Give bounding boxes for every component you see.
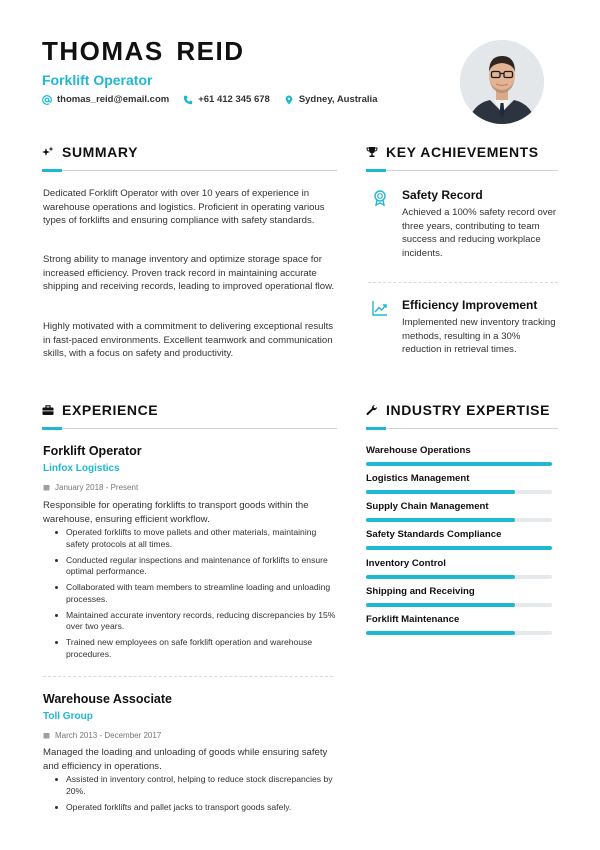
achievement-description: Achieved a 100% safety record over three years, contributing to team success and reducing workplace incidents. (402, 207, 557, 259)
achievements-heading (366, 144, 539, 160)
candidate-role: Forklift Operator (42, 72, 153, 88)
phone-text: +61 412 345 678 (198, 94, 270, 105)
phone-icon (183, 95, 193, 105)
skill-bar-fill (366, 462, 552, 466)
expertise-heading (366, 402, 550, 418)
job-title: Forklift Operator (43, 444, 142, 458)
expertise-rule (366, 428, 558, 429)
skill-name: Logistics Management (366, 473, 470, 484)
achievement-title: Efficiency Improvement (402, 298, 538, 312)
skill-bar-track (366, 603, 552, 607)
calendar-icon (43, 732, 50, 739)
job-bullet-list (54, 527, 339, 665)
achievement-description: Implemented new inventory tracking methods, resulting in a 30% reduction in retrieval times. (402, 317, 556, 355)
skill-name: Warehouse Operations (366, 445, 471, 456)
achievement-divider (368, 282, 558, 283)
experience-title: EXPERIENCE (62, 402, 159, 418)
experience-rule (42, 428, 337, 429)
skill-name: Inventory Control (366, 558, 446, 569)
skill-bar-fill (366, 603, 515, 607)
skill-bar-fill (366, 546, 552, 550)
job-company: Linfox Logistics (43, 463, 120, 474)
skill-bar-fill (366, 631, 515, 635)
job-company: Toll Group (43, 711, 93, 722)
award-icon (372, 190, 388, 206)
skill-bar-track (366, 546, 552, 550)
job-bullet: Operated forklifts and pallet jacks to transport goods safely. (54, 802, 339, 814)
expertise-title: INDUSTRY EXPERTISE (386, 402, 551, 418)
summary-rule (42, 170, 337, 171)
expertise-rule-accent (366, 427, 386, 430)
skill-item (366, 473, 552, 494)
summary-paragraph: Strong ability to manage inventory and optimize storage space for increased efficiency. Proven track record in maintaining accurate shipping and receiving records, leading to improved operational flow. (43, 254, 335, 292)
summary-paragraph: Highly motivated with a commitment to delivering exceptional results in fast-paced environments. Excellent teamwork and communication skills, with a focus on safety and productivity. (43, 321, 334, 359)
job-bullet: Maintained accurate inventory records, reducing discrepancies by 15% over two years. (54, 610, 339, 633)
contact-phone[interactable] (183, 94, 270, 105)
job-date (43, 731, 161, 740)
job-bullet: Conducted regular inspections and maintenance of forklifts to ensure optimal performance. (54, 555, 339, 578)
location-text: Sydney, Australia (298, 94, 378, 105)
skill-bar-track (366, 631, 552, 635)
contact-email[interactable] (42, 94, 169, 105)
skill-bar-track (366, 462, 552, 466)
skill-item (366, 614, 552, 635)
briefcase-icon (42, 404, 54, 416)
summary-paragraph: Dedicated Forklift Operator with over 10 years of experience in warehouse operations and logistics. Proficient in operating various types of forklifts and ensuring compliance with safety standards. (43, 188, 325, 226)
job-date (43, 483, 138, 492)
job-bullet: Operated forklifts to move pallets and other materials, maintaining safety protocols at all times. (54, 527, 339, 550)
summary-title: SUMMARY (62, 144, 139, 160)
job-description: Managed the loading and unloading of goods while ensuring safety and efficiency in operations. (43, 747, 328, 772)
skill-bar-track (366, 518, 552, 522)
job-bullet: Trained new employees on safe forklift operation and warehouse procedures. (54, 637, 339, 660)
job-title: Warehouse Associate (43, 692, 172, 706)
skill-bar-track (366, 490, 552, 494)
summary-rule-accent (42, 169, 62, 172)
wrench-icon (366, 404, 378, 416)
job-date-text: March 2013 - December 2017 (55, 731, 162, 740)
calendar-icon (43, 484, 50, 491)
job-date-text: January 2018 - Present (55, 483, 139, 492)
email-text: thomas_reid@email.com (57, 94, 170, 105)
achievement-item (372, 298, 562, 368)
job-description: Responsible for operating forklifts to transport goods within the warehouse, ensuring efficient workflow. (43, 500, 309, 525)
achievements-rule (366, 170, 558, 171)
skill-item (366, 445, 552, 466)
skill-name: Supply Chain Management (366, 501, 489, 512)
job-bullet: Collaborated with team members to streamline loading and unloading processes. (54, 582, 339, 605)
contact-location (284, 94, 378, 105)
contact-info (42, 94, 377, 105)
location-pin-icon (284, 95, 294, 105)
summary-heading (42, 144, 138, 160)
achievement-item (372, 188, 562, 268)
trophy-icon (366, 146, 378, 158)
experience-heading (42, 402, 158, 418)
trend-chart-icon (372, 300, 388, 316)
achievements-rule-accent (366, 169, 386, 172)
profile-photo (460, 40, 544, 124)
skill-bar-track (366, 575, 552, 579)
skill-name: Safety Standards Compliance (366, 529, 502, 540)
sparkle-icon (42, 146, 54, 158)
skill-name: Shipping and Receiving (366, 586, 475, 597)
job-bullet: Assisted in inventory control, helping to reduce stock discrepancies by 20%. (54, 774, 339, 797)
candidate-name: THOMAS REID (42, 36, 245, 66)
skill-bar-fill (366, 518, 515, 522)
job-divider (43, 676, 333, 677)
skill-bar-fill (366, 490, 515, 494)
achievements-title: KEY ACHIEVEMENTS (386, 144, 539, 160)
achievement-title: Safety Record (402, 188, 483, 202)
experience-rule-accent (42, 427, 62, 430)
at-sign-icon (42, 95, 52, 105)
skill-bar-fill (366, 575, 515, 579)
job-bullet-list (54, 774, 339, 818)
skill-item (366, 501, 552, 522)
skill-item (366, 558, 552, 579)
skill-item (366, 586, 552, 607)
skill-item (366, 529, 552, 550)
skill-name: Forklift Maintenance (366, 614, 460, 625)
